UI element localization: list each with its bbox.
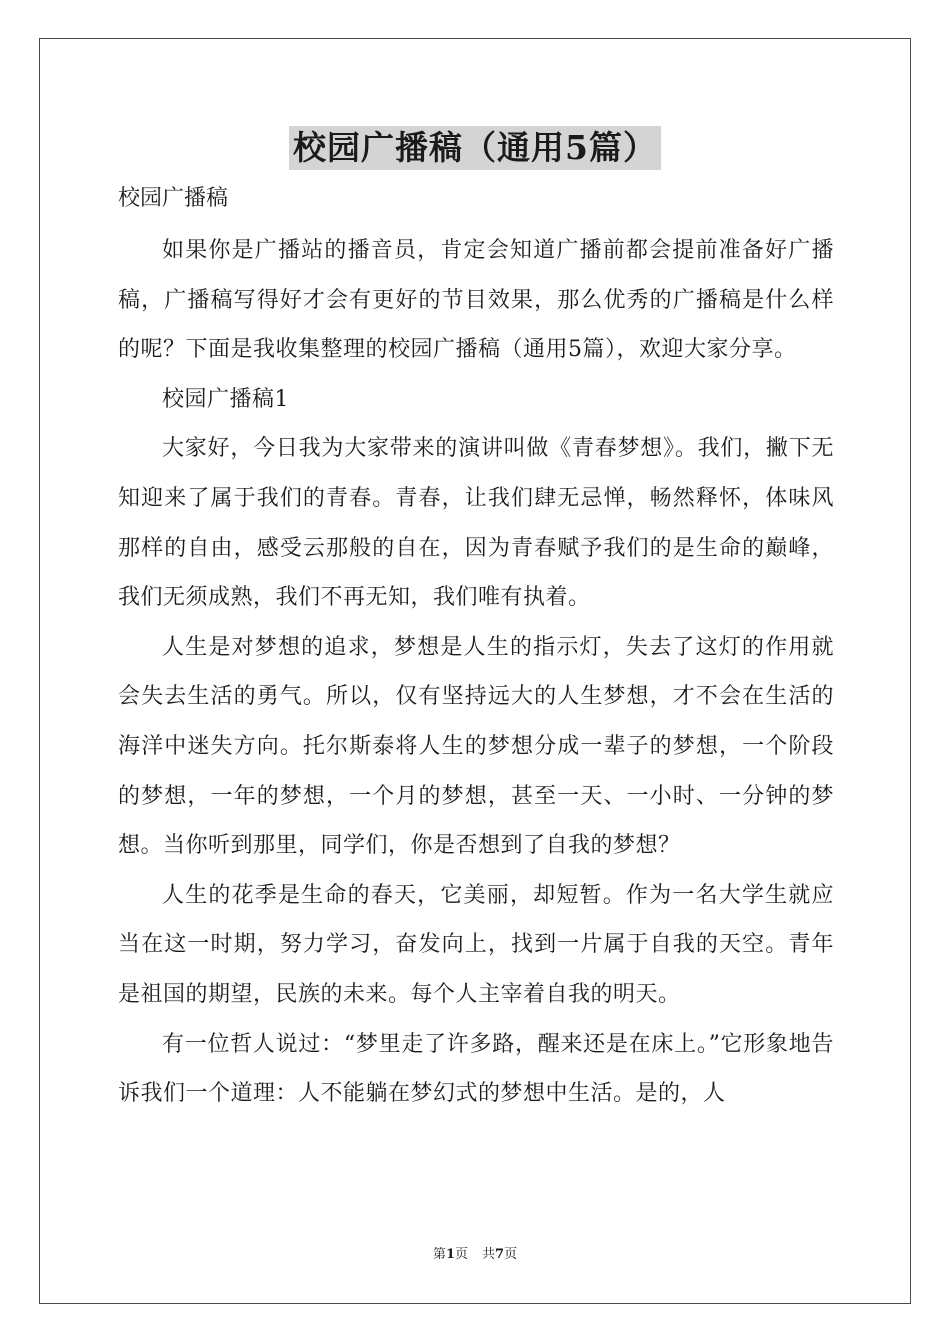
page-total: 7 <box>495 1247 505 1262</box>
paragraph-intro: 如果你是广播站的播音员，肯定会知道广播前都会提前准备好广播稿，广播稿写得好才会有更好的节目效果，那么优秀的广播稿是什么样的呢？下面是我收集整理的校园广播稿（通用5篇），欢迎大家分享。 <box>118 238 834 363</box>
paragraph: 人生的花季是生命的春天，它美丽，却短暂。作为一名大学生就应当在这一时期，努力学习，奋发向上，找到一片属于自我的天空。青年是祖国的期望，民族的未来。每个人主宰着自我的明天。 <box>118 882 834 1007</box>
paragraph: 大家好，今日我为大家带来的演讲叫做《青春梦想》。我们，撇下无知迎来了属于我们的青春。青春，让我们肆无忌惮，畅然释怀，体味风那样的自由，感受云那般的自在，因为青春赋予我们的是生命的巅峰，我们无须成熟，我们不再无知，我们唯有执着。 <box>118 436 834 611</box>
paragraph: 人生是对梦想的追求，梦想是人生的指示灯，失去了这灯的作用就会失去生活的勇气。所以，仅有坚持远大的人生梦想，才不会在生活的海洋中迷失方向。托尔斯泰将人生的梦想分成一辈子的梦想，一个阶段的梦想，一年的梦想，一个月的梦想，甚至一天、一小时、一分钟的梦想。当你听到那里，同学们，你是否想到了自我的梦想？ <box>118 634 834 859</box>
document-body <box>118 226 834 1119</box>
page-footer <box>0 1245 950 1265</box>
page-suffix: 页 <box>454 1247 468 1262</box>
paragraph: 有一位哲人说过：“梦里走了许多路，醒来还是在床上。”它形象地告诉我们一个道理：人不能躺在梦幻式的梦想中生活。是的，人 <box>118 1031 834 1107</box>
page-number: 1 <box>445 1247 455 1262</box>
document-title: 校园广播稿（通用5篇） <box>289 126 661 170</box>
page-prefix: 第 <box>432 1247 446 1262</box>
document-subtitle: 校园广播稿 <box>118 186 229 211</box>
title-container <box>0 126 950 170</box>
total-prefix: 共 <box>482 1247 496 1262</box>
section-heading: 校园广播稿1 <box>162 386 289 412</box>
total-suffix: 页 <box>504 1247 518 1262</box>
